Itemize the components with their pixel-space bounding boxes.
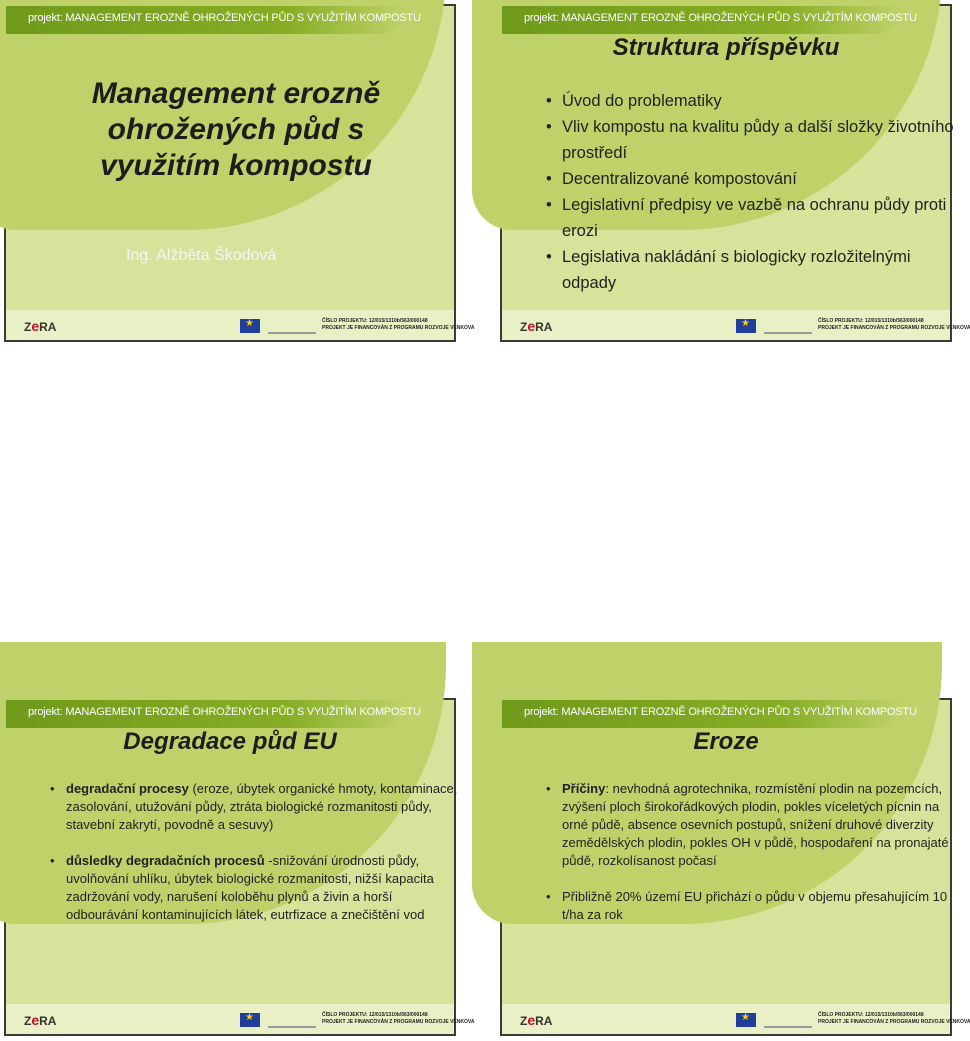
eu-flag-icon [736,1013,756,1027]
header-text: projekt: MANAGEMENT EROZNĚ OHROŽENÝCH PŮD S VYUŽITÍM KOMPOSTU [524,12,917,24]
sponsor-logo [268,1014,316,1028]
sponsor-logo [268,320,316,334]
list-item: • Příčiny: nevhodná agrotechnika, rozmístění plodin na pozemcích, zvýšení ploch širokořádkových plodin, pokles víceletých pícnin na orné půdě, absence osevních postupů, snížení druhové diverzity zemědělských plodin, pokles OH v půdě, hospodaření na pronajaté půdě, rozkolísanost počasí [562,780,954,870]
project-info: ČÍSLO PROJEKTU: 12/015/1310b/563/000148 PROJEKT JE FINANCOVÁN Z PROGRAMU ROZVOJE VENKOVA [322,318,475,331]
header-bar [6,700,421,728]
zera-logo: ZeRA [24,1012,57,1028]
slide-footer [6,310,475,340]
project-info: ČÍSLO PROJEKTU: 12/015/1310b/563/000148 PROJEKT JE FINANCOVÁN Z PROGRAMU ROZVOJE VENKOVA [818,1012,970,1025]
header-text: projekt: MANAGEMENT EROZNĚ OHROŽENÝCH PŮD S VYUŽITÍM KOMPOSTU [524,706,917,718]
header-bar [502,700,917,728]
header-bar [502,6,917,34]
project-info: ČÍSLO PROJEKTU: 12/015/1310b/563/000148 PROJEKT JE FINANCOVÁN Z PROGRAMU ROZVOJE VENKOVA [322,1012,475,1025]
eu-flag-icon [240,1013,260,1027]
header-text: projekt: MANAGEMENT EROZNĚ OHROŽENÝCH PŮD S VYUŽITÍM KOMPOSTU [28,12,421,24]
list-item: • Decentralizované kompostování [562,166,958,192]
author-name: Ing. Alžběta Škodová [126,247,277,264]
project-info: ČÍSLO PROJEKTU: 12/015/1310b/563/000148 PROJEKT JE FINANCOVÁN Z PROGRAMU ROZVOJE VENKOVA [818,318,970,331]
bullet-list [544,88,958,296]
list-item: • Legislativa nakládání s biologicky rozložitelnými odpady [562,244,958,296]
slide-heading: Struktura příspěvku [612,34,840,61]
slide-heading: Degradace půd EU [123,728,337,755]
slide-footer [502,310,970,340]
slide-title [4,4,475,342]
list-item: • Úvod do problematiky [562,88,958,114]
header-text: projekt: MANAGEMENT EROZNĚ OHROŽENÝCH PŮD S VYUŽITÍM KOMPOSTU [28,706,421,718]
eu-flag-icon [240,319,260,333]
list-item: • Přibližně 20% území EU přichází o půdu v objemu přesahujícím 10 t/ha za rok [562,888,954,924]
sponsor-logo [764,320,812,334]
zera-logo: ZeRA [24,318,57,334]
zera-logo: ZeRA [520,318,553,334]
slide-structure [500,4,970,342]
eu-flag-icon [736,319,756,333]
list-item: • degradační procesy (eroze, úbytek organické hmoty, kontaminace, zasolování, utužování půdy, ztráta biologické rozmanitosti půdy, stavební zakrytí, povodně a sesuvy) [66,780,458,834]
list-item: • Vliv kompostu na kvalitu půdy a další složky životního prostředí [562,114,958,166]
sponsor-logo [764,1014,812,1028]
slide-heading: Eroze [693,728,759,755]
header-bar [6,6,421,34]
list-item: • Legislativní předpisy ve vazbě na ochranu půdy proti erozi [562,192,958,244]
slide-erosion [500,698,970,1036]
presentation-title: Management erozně ohrožených půd s využitím kompostu [91,77,381,182]
zera-logo: ZeRA [520,1012,553,1028]
slide-footer [6,1004,475,1034]
slide-footer [502,1004,970,1034]
list-item: • důsledky degradačních procesů -snižování úrodnosti půdy, uvolňování uhlíku, úbytek biologické rozmanitosti, nižší kapacita zadržování vody, narušení koloběhu plynů a živin a horší odbourávání kontaminujících látek, eutrfizace a znečištění vod [66,852,458,924]
bullet-list [544,780,954,942]
slide-degradation [4,698,475,1036]
bullet-list [48,780,458,942]
